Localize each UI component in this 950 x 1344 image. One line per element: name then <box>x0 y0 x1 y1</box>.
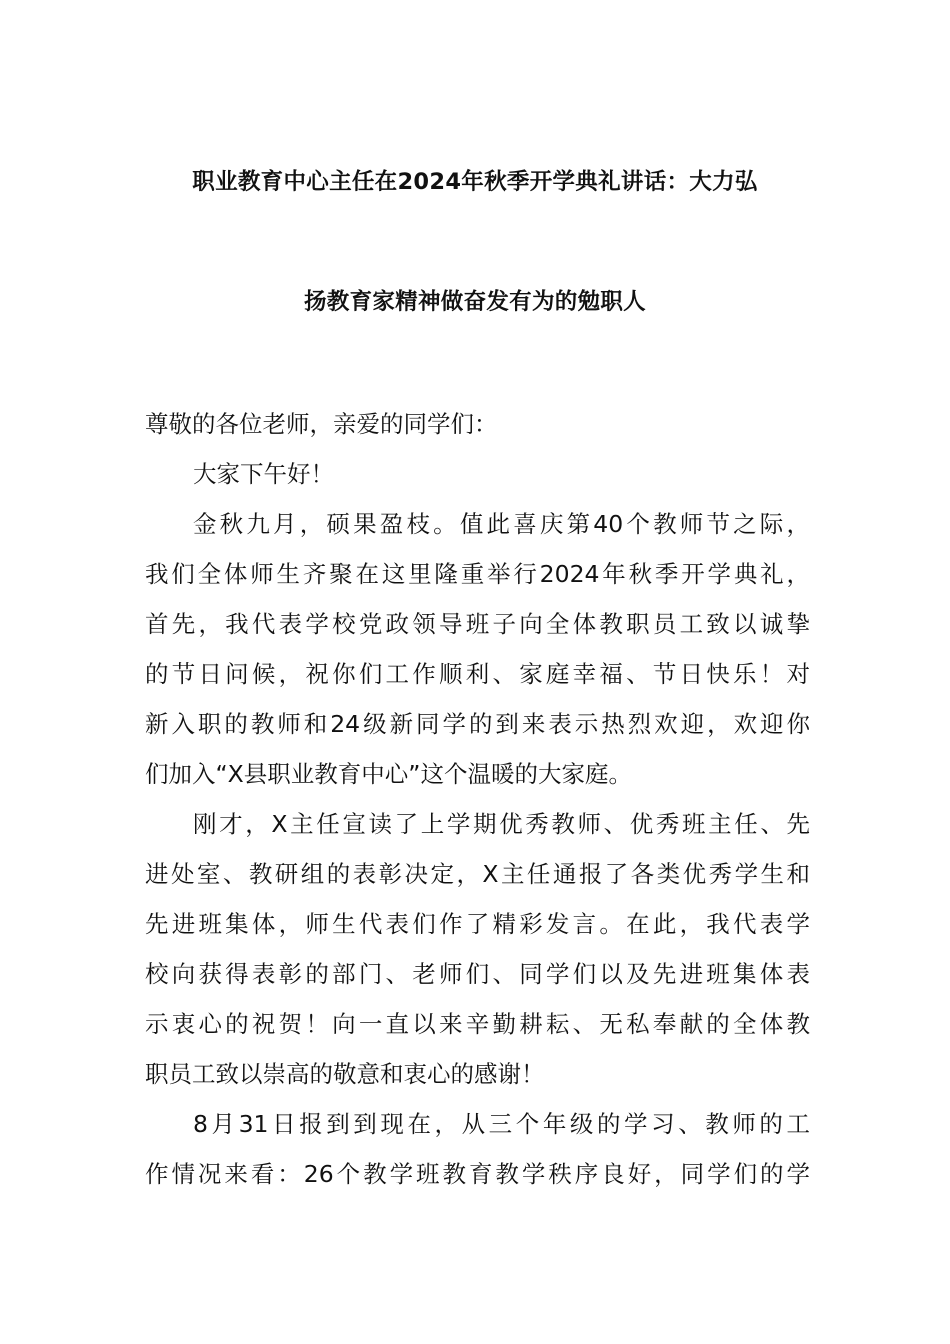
paragraph-1-line: 们加入“X县职业教育中心”这个温暖的大家庭。 <box>145 760 632 788</box>
paragraph-3-line: 作情况来看：26个教学班教育教学秩序良好，同学们的学 <box>145 1160 810 1188</box>
paragraph-1-line: 新入职的教师和24级新同学的到来表示热烈欢迎，欢迎你 <box>145 710 810 738</box>
document-title-line-1: 职业教育中心主任在2024年秋季开学典礼讲话：大力弘 <box>192 169 758 195</box>
document-title-line-2: 扬教育家精神做奋发有为的勉职人 <box>303 289 646 315</box>
paragraph-2-line: 刚才，X主任宣读了上学期优秀教师、优秀班主任、先 <box>193 810 810 838</box>
paragraph-2-line: 进处室、教研组的表彰决定，X主任通报了各类优秀学生和 <box>145 860 810 888</box>
paragraph-3-line: 8月31日报到到现在，从三个年级的学习、教师的工 <box>193 1110 810 1138</box>
paragraph-2-line: 先进班集体，师生代表们作了精彩发言。在此，我代表学 <box>145 910 810 938</box>
salutation: 尊敬的各位老师，亲爱的同学们： <box>145 410 498 438</box>
paragraph-2-line: 职员工致以崇高的敬意和衷心的感谢！ <box>145 1060 545 1088</box>
greeting: 大家下午好！ <box>193 460 334 488</box>
speech-body <box>145 399 810 1199</box>
paragraph-2-line: 校向获得表彰的部门、老师们、同学们以及先进班集体表 <box>145 960 810 988</box>
paragraph-1-line: 首先，我代表学校党政领导班子向全体教职员工致以诚挚 <box>145 610 810 638</box>
paragraph-1-line: 的节日问候，祝你们工作顺利、家庭幸福、节日快乐！对 <box>145 660 810 688</box>
paragraph-1-line: 金秋九月，硕果盈枝。值此喜庆第40个教师节之际， <box>193 510 810 538</box>
paragraph-2-line: 示衷心的祝贺！向一直以来辛勤耕耘、无私奉献的全体教 <box>145 1010 810 1038</box>
paragraph-1-line: 我们全体师生齐聚在这里隆重举行2024年秋季开学典礼， <box>145 560 810 588</box>
